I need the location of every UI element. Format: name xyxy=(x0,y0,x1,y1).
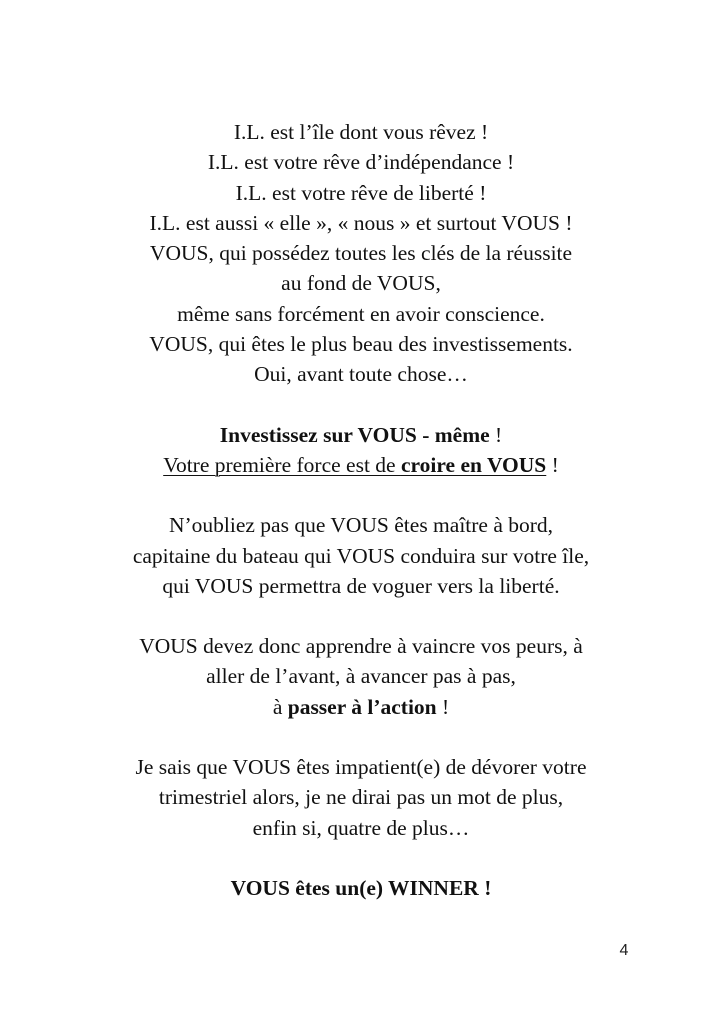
closing-line: VOUS êtes un(e) WINNER ! xyxy=(230,875,492,900)
body-text xyxy=(40,117,682,903)
text-line: I.L. est l’île dont vous rêvez ! xyxy=(233,120,489,144)
text-line xyxy=(40,420,682,450)
text-line: aller de l’avant, à avancer pas à pas, xyxy=(206,664,516,689)
stanza-winner xyxy=(40,873,682,903)
text-line: capitaine du bateau qui VOUS conduira sur votre île, xyxy=(132,543,590,568)
text-line: VOUS devez donc apprendre à vaincre vos peurs, à xyxy=(139,634,583,659)
text-line: Je sais que VOUS êtes impatient(e) de dévorer votre xyxy=(135,755,587,780)
underlined-phrase xyxy=(163,453,546,477)
text-line: au fond de VOUS, xyxy=(281,271,441,296)
text-fragment: ! xyxy=(436,694,450,719)
text-fragment: ! xyxy=(546,452,559,477)
text-line xyxy=(40,692,682,722)
stanza-impatient xyxy=(40,752,682,843)
stanza-fears xyxy=(40,631,682,722)
text-line: Oui, avant toute chose… xyxy=(254,362,468,387)
text-line: N’oubliez pas que VOUS êtes maître à bord, xyxy=(168,513,554,538)
text-line: trimestriel alors, je ne dirai pas un mot de plus, xyxy=(158,785,564,810)
stanza-invest xyxy=(40,420,682,481)
page-number: 4 xyxy=(619,942,629,959)
text-fragment: ! xyxy=(489,422,503,447)
text-line: I.L. est aussi « elle », « nous » et surtout VOUS ! xyxy=(149,210,573,235)
text-line xyxy=(40,450,682,480)
text-fragment: Votre première force est de xyxy=(163,452,401,477)
stanza-intro xyxy=(40,117,682,390)
text-line: I.L. est votre rêve de liberté ! xyxy=(235,180,487,205)
text-line: VOUS, qui possédez toutes les clés de la réussite xyxy=(149,241,573,266)
text-line: enfin si, quatre de plus… xyxy=(252,815,470,840)
text-line: I.L. est votre rêve d’indépendance ! xyxy=(207,150,515,175)
text-line: qui VOUS permettra de voguer vers la liberté. xyxy=(162,573,560,598)
text-fragment: à xyxy=(272,694,288,719)
text-line: VOUS, qui êtes le plus beau des investissements. xyxy=(149,332,573,357)
bold-phrase: croire en VOUS xyxy=(400,452,547,477)
bold-phrase: passer à l’action xyxy=(287,694,437,719)
bold-phrase: Investissez sur VOUS - même xyxy=(219,422,490,447)
stanza-captain xyxy=(40,510,682,601)
text-line: même sans forcément en avoir conscience. xyxy=(177,301,545,326)
